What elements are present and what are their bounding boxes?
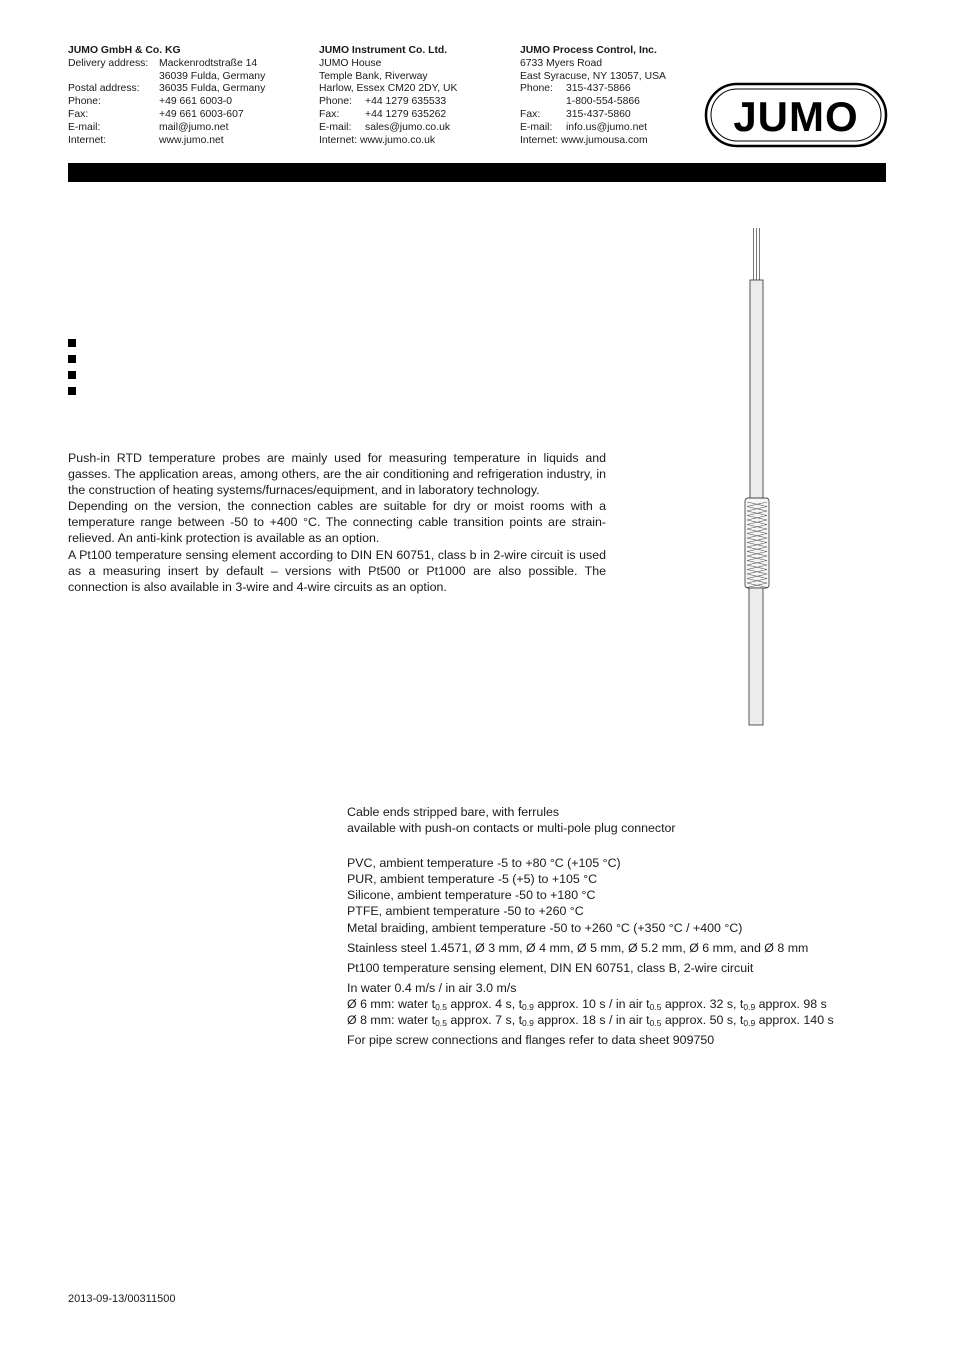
company-name: JUMO Process Control, Inc.	[520, 45, 657, 56]
spec-material: Stainless steel 1.4571, Ø 3 mm, Ø 4 mm, Ø 5 mm, Ø 5.2 mm, Ø 6 mm, and Ø 8 mm	[347, 940, 809, 955]
intro-paragraph: A Pt100 temperature sensing element according to DIN EN 60751, class b in 2-wire circuit is used as a measuring insert by default – versions with Pt500 or Pt1000 are also possible. The connection is also available in 3-wire and 4-wire circuits as an option.	[68, 547, 606, 594]
intro-text	[68, 450, 606, 595]
bullet-icon	[68, 355, 76, 363]
spec-cable: Metal braiding, ambient temperature -50 to +260 °C (+350 °C / +400 °C)	[347, 920, 743, 935]
spec-sensor: Pt100 temperature sensing element, DIN EN 60751, class B, 2-wire circuit	[347, 960, 754, 975]
spec-response-8mm: Ø 8 mm: water $t_{0.5}$ approx. 7 s, $t_{0.9}$ approx. 18 s / in air $t_{0.5}$ approx. 50 s, $t_{0.9}$ approx. 140 s	[347, 1013, 834, 1029]
feature-bullets	[68, 339, 76, 403]
intro-paragraph: Depending on the version, the connection cables are suitable for dry or moist rooms with a temperature range between -50 to +400 °C. The connecting cable transition points are strain-relieved. An anti-kink protection is available as an option.	[68, 499, 606, 546]
document-code: 2013-09-13/00311500	[68, 1293, 176, 1305]
probe-illustration	[735, 228, 775, 728]
spec-connection: available with push-on contacts or multi-pole plug connector	[347, 821, 676, 836]
bullet-icon	[68, 371, 76, 379]
spec-cable: Silicone, ambient temperature -50 to +180 °C	[347, 888, 596, 903]
spec-fittings: For pipe screw connections and flanges refer to data sheet 909750	[347, 1033, 715, 1048]
company-name: JUMO GmbH & Co. KG	[68, 45, 181, 56]
company-name: JUMO Instrument Co. Ltd.	[319, 45, 448, 56]
intro-paragraph: Push-in RTD temperature probes are mainly used for measuring temperature in liquids and gasses. The application areas, among others, are the air conditioning and refrigeration industry, in the construction of heating systems/furnaces/equipment, and in laboratory technology.	[68, 451, 606, 498]
company-address-usa: JUMO Process Control, Inc. 6733 Myers Road East Syracuse, NY 13057, USA Phone: 315-437-5866 1-800-554-5866 Fax: 315-437-5860 E-mail: info.us@jumo.net Internet: www.jumousa.com	[520, 45, 666, 146]
jumo-logo	[704, 82, 888, 148]
spec-cable: PTFE, ambient temperature -50 to +260 °C	[347, 904, 584, 919]
header-bar	[68, 163, 886, 182]
spec-flow: In water 0.4 m/s / in air 3.0 m/s	[347, 980, 517, 995]
company-address-uk: JUMO Instrument Co. Ltd. JUMO House Temple Bank, Riverway Harlow, Essex CM20 2DY, UK Phone: +44 1279 635533 Fax: +44 1279 635262 E-mail: sales@jumo.co.uk Internet: www.jumo.co.uk	[319, 45, 458, 146]
bullet-icon	[68, 387, 76, 395]
logo-text: JUMO	[733, 93, 859, 140]
company-address-germany: JUMO GmbH & Co. KG Delivery address: Mackenrodtstraße 14 36039 Fulda, Germany Postal address: 36035 Fulda, Germany Phone: +49 661 6003-0 Fax: +49 661 6003-607 E-mail: mail@jumo.net Internet: www.jumo.net	[68, 45, 266, 146]
spec-cable: PVC, ambient temperature -5 to +80 °C (+105 °C)	[347, 856, 621, 871]
specifications	[347, 804, 834, 1048]
bullet-icon	[68, 339, 76, 347]
spec-connection: Cable ends stripped bare, with ferrules	[347, 805, 560, 819]
spec-response-6mm: Ø 6 mm: water $t_{0.5}$ approx. 4 s, $t_{0.9}$ approx. 10 s / in air $t_{0.5}$ approx. 32 s, $t_{0.9}$ approx. 98 s	[347, 996, 827, 1012]
spec-cable: PUR, ambient temperature -5 (+5) to +105 °C	[347, 872, 598, 887]
